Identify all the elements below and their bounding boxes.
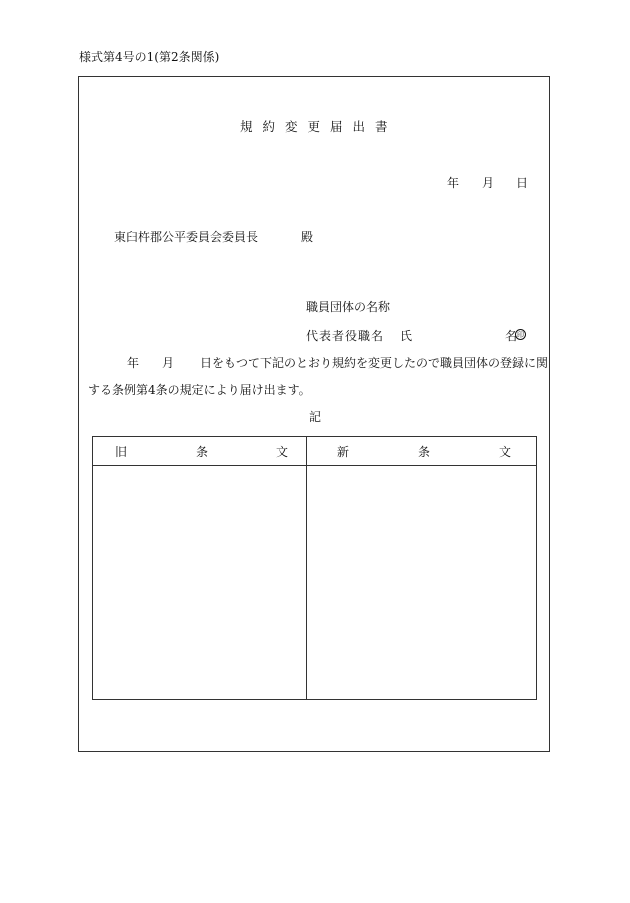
seal-icon: 印: [517, 331, 524, 339]
representative-given-name-label: 名: [505, 329, 518, 343]
comparison-table: [92, 436, 537, 700]
date-year-label: 年: [447, 176, 460, 190]
table-header-divider: [93, 465, 536, 466]
old-text-header-char: 条: [196, 445, 209, 459]
new-text-header-char: 新: [337, 445, 350, 459]
body-month-label: 月: [162, 356, 175, 370]
form-label: 様式第4号の1(第2条関係): [79, 50, 220, 64]
document-title: 規約変更届出書: [240, 119, 398, 134]
honorific: 殿: [301, 230, 314, 244]
ki-heading: 記: [309, 410, 322, 424]
body-text-line-1: 日をもつて下記のとおり規約を変更したので職員団体の登録に関: [200, 356, 549, 370]
date-month-label: 月: [482, 176, 495, 190]
body-year-label: 年: [127, 356, 140, 370]
new-text-header-char: 条: [418, 445, 431, 459]
date-day-label: 日: [516, 176, 529, 190]
table-column-divider: [306, 437, 307, 699]
body-text-line-2: する条例第4条の規定により届け出ます。: [88, 383, 311, 397]
addressee: 東臼杵郡公平委員会委員長: [114, 230, 259, 244]
new-text-header-char: 文: [499, 445, 512, 459]
representative-title-label: 代表者役職名: [306, 329, 385, 343]
representative-surname-label: 氏: [400, 329, 413, 343]
old-text-header-char: 旧: [115, 445, 128, 459]
organization-name-label: 職員団体の名称: [306, 300, 391, 314]
old-text-header-char: 文: [276, 445, 289, 459]
